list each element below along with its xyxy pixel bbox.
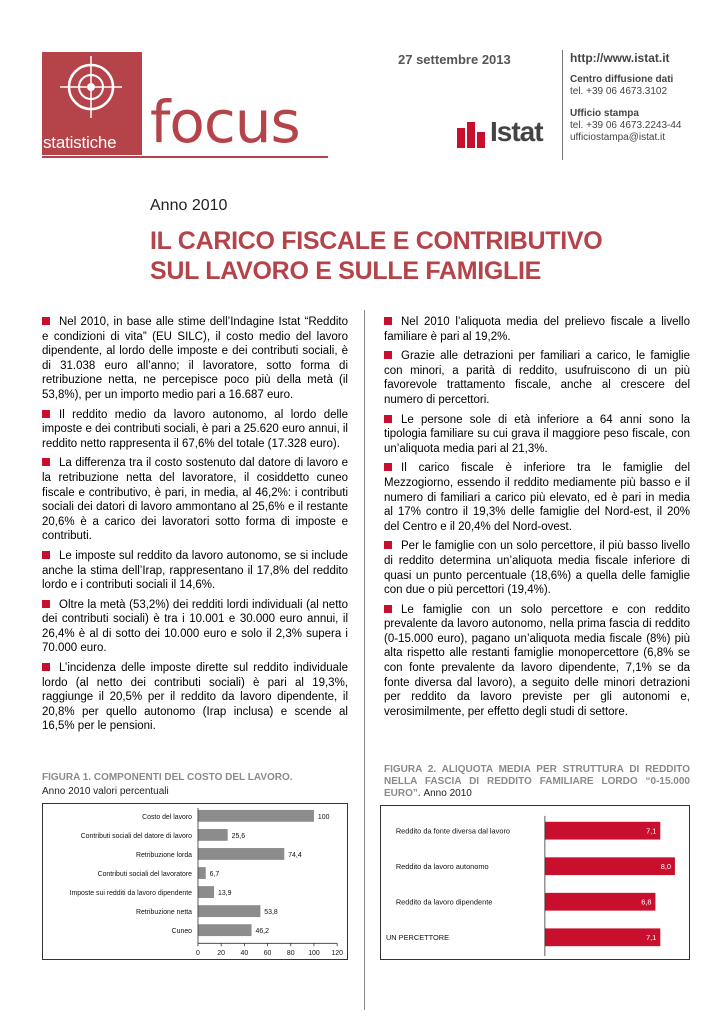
tick-label: 100 [308, 950, 320, 958]
centro-label: Centro diffusione dati [570, 74, 674, 85]
category-label: Reddito da fonte diversa dal lavoro [395, 826, 511, 836]
logo-word: statistiche [43, 133, 117, 152]
data-label: 74,4 [288, 851, 302, 859]
bar [198, 886, 214, 898]
tick-label: 60 [263, 950, 272, 958]
contacts-block [570, 52, 720, 144]
bar [545, 893, 656, 911]
figure1-caption: FIGURA 1. COMPONENTI DEL COSTO DEL LAVORO. [42, 772, 293, 783]
istat-bars-icon [457, 120, 485, 148]
list-item: Nel 2010, in base alle stime dell’Indagine Istat “Reddito e condizioni di vita” (EU SILC), il costo medio del lavoro dipendente, al lordo delle imposte e dei contributi sociali, è di 31.038 euro all’anno; il lavoratore, sotto forma di retribuzione netta, ne percepisce poco più della metà (il 53,8%), per un importo medio pari a 16.687 euro. [42, 316, 348, 401]
data-label: 8,0 [660, 862, 671, 872]
category-label: Reddito da lavoro autonomo [395, 862, 489, 872]
left-column [42, 315, 348, 739]
list-item: Il carico fiscale è inferiore tra le famiglie del Mezzogiorno, essendo il reddito mediamente più basso e il numero di familiari a carico più elevato, ed è pari in media al 17% contro il 19,3% delle famiglie del Nord-est, il 20% del Centro e il 20,4% del Nord-ovest. [384, 462, 690, 533]
tick-label: 80 [286, 950, 295, 958]
bullet-square-icon [42, 317, 50, 325]
page-title [150, 226, 650, 286]
bullet-square-icon [384, 463, 392, 471]
list-item: Il reddito medio da lavoro autonomo, al lordo delle imposte e dei contributi sociali, è pari a 25.620 euro annui, il reddito netto rappresenta il 67,6% del totale (17.328 euro). [42, 408, 348, 450]
figure2-caption [384, 764, 690, 800]
ufficio-label: Ufficio stampa [570, 108, 639, 119]
bar [545, 822, 660, 840]
list-item: La differenza tra il costo sostenuto dal datore di lavoro e la retribuzione netta del lavoratore, il cosiddetto cuneo fiscale e contributivo, è pari, in media, al 46,2%: i contributi sociali dei datori di lavoro ammontano al 25,6% e il restante 20,6% è a carico dei lavoratori sotto forma di imposte e contributi. [42, 457, 348, 543]
figure1-bar-chart [42, 803, 348, 960]
tick-label: 20 [217, 950, 226, 958]
ufficio-tel: tel. +39 06 4673.2243-44 [570, 120, 682, 131]
data-label: 7,1 [646, 933, 657, 943]
bullet-square-icon [42, 600, 50, 608]
tick-label: 0 [196, 950, 200, 958]
bullet-square-icon [384, 605, 392, 613]
bar [198, 905, 260, 917]
data-label: 46,2 [255, 928, 269, 936]
centro-tel: tel. +39 06 4673.3102 [570, 86, 668, 97]
crosshair-icon [60, 56, 122, 118]
data-label: 53,8 [264, 909, 278, 917]
bullet-square-icon [384, 351, 392, 359]
right-column [384, 315, 690, 724]
list-item: Grazie alle detrazioni per familiari a carico, le famiglie con minori, a parità di reddito, usufruiscono di un più favorevole trattamento fiscale, anche al crescere del numero di percettori. [384, 350, 690, 406]
bullet-square-icon [384, 317, 392, 325]
list-item: Le persone sole di età inferiore a 64 anni sono la tipologia familiare su cui grava il maggiore peso fiscale, con un’aliquota media pari al 21,3%. [384, 413, 690, 455]
tick-label: 40 [240, 950, 249, 958]
bullet-square-icon [384, 541, 392, 549]
data-label: 13,9 [218, 890, 232, 898]
bullet-square-icon [42, 410, 50, 418]
bullet-square-icon [384, 415, 392, 423]
istat-logo [457, 116, 557, 150]
list-item: Nel 2010 l’aliquota media del prelievo fiscale a livello familiare è pari al 19,2%. [384, 316, 690, 343]
bar [545, 857, 675, 875]
title-line-1: IL CARICO FISCALE E CONTRIBUTIVO [150, 227, 603, 255]
list-item: L’incidenza delle imposte dirette sul reddito individuale lordo (al netto dei contributi sociali) è pari al 19,3%, raggiunge il 20,5% per il reddito da lavoro dipendente, il 20,8% per quello autonomo (Irap inclusa) e scende al 16,5% per le pensioni. [42, 662, 348, 733]
list-item: Oltre la metà (53,2%) dei redditi lordi individuali (al netto dei contributi sociali) è tra i 10.001 e 30.000 euro annui, il 26,4% è al di sotto dei 10.000 euro e solo il 2,3% supera i 70.000 euro. [42, 598, 348, 655]
tick-label: 120 [331, 950, 343, 958]
list-item: Le famiglie con un solo percettore e con reddito prevalente da lavoro autonomo, nella prima fascia di reddito (0-15.000 euro), pagano un’aliquota media fiscale (8%) più alta rispetto alle restanti famiglie monopercettore (6,8% se con fonte prevalente da lavoro dipendente, 7,1% se da fonte diversa dal lavoro), a seguito delle minori detrazioni per reddito da lavoro previste per gli autonomi e, verosimilmente, per effetto degli studi di settore. [384, 603, 690, 718]
bullet-square-icon [42, 458, 50, 466]
bar [198, 924, 252, 936]
statistiche-logo [42, 52, 142, 155]
report-year: Anno 2010 [150, 197, 228, 214]
ufficio-email-link[interactable]: ufficiostampa@istat.it [570, 132, 666, 143]
bullet-square-icon [42, 663, 50, 671]
list-item: Per le famiglie con un solo percettore, il più basso livello di reddito determina un’aliquota media fiscale inferiore di quasi un punto percentuale (18,6%) a quella delle famiglie con due o più percettori (19,4%). [384, 540, 690, 597]
data-label: 6,7 [209, 870, 220, 878]
category-label: Costo del lavoro [142, 813, 193, 821]
website-link[interactable]: http://www.istat.it [570, 51, 670, 65]
bar [545, 928, 660, 946]
istat-logo-text: Istat [490, 116, 543, 147]
bar [198, 829, 228, 841]
data-label: 6,8 [641, 897, 652, 907]
category-label: Cuneo [171, 928, 193, 936]
figure2-subcaption: Anno 2010 [423, 788, 472, 799]
header-vertical-divider [562, 50, 563, 160]
bar [198, 810, 314, 822]
title-line-2: SUL LAVORO E SULLE FAMIGLIE [150, 257, 541, 285]
brand-focus-word: focus [150, 88, 300, 156]
bar [198, 867, 206, 879]
bar [198, 848, 284, 860]
category-label: Contributi sociali del lavoratore [97, 870, 193, 878]
category-label: Retribuzione netta [135, 909, 193, 917]
column-divider [364, 310, 365, 1010]
category-label: Retribuzione lorda [135, 851, 193, 859]
category-label: Reddito da lavoro dipendente [395, 897, 493, 907]
figure2-caption-title: FIGURA 2. ALIQUOTA MEDIA PER STRUTTURA DI REDDITO NELLA FASCIA DI REDDITO FAMILIARE LORDO “0-15.000 EURO”. [384, 764, 690, 799]
category-label: UN PERCETTORE [385, 933, 450, 943]
category-label: Imposte sui redditi da lavoro dipendente [69, 890, 193, 898]
bullet-square-icon [42, 551, 50, 559]
data-label: 7,1 [646, 826, 657, 836]
data-label: 25,6 [231, 832, 246, 840]
figure1-subcaption: Anno 2010 valori percentuali [42, 786, 169, 797]
list-item: Le imposte sul reddito da lavoro autonomo, se si include anche la stima dell’Irap, rappresentano il 17,8% del reddito lordo e i contributi sociali il 14,6%. [42, 549, 348, 592]
data-label: 100 [317, 813, 330, 821]
publication-date: 27 settembre 2013 [398, 52, 511, 67]
header-divider [42, 156, 328, 158]
category-label: Contributi sociali del datore di lavoro [80, 832, 193, 840]
figure2-bar-chart [380, 805, 690, 960]
